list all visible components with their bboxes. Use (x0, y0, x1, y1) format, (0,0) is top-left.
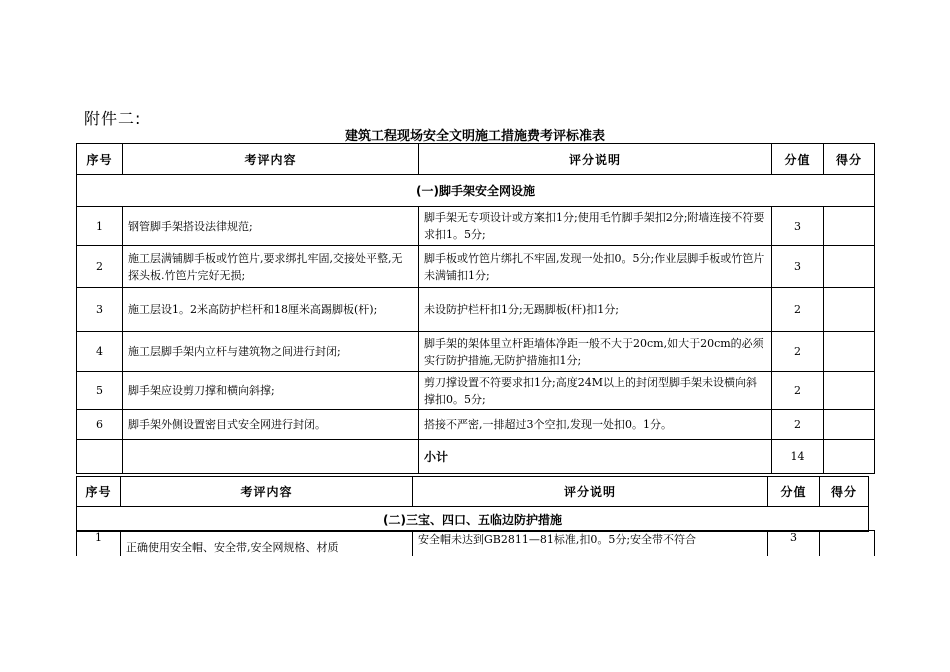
scoring-table-section-1 (76, 143, 875, 474)
subtotal-content (123, 440, 419, 474)
row-description: 剪刀撑设置不符要求扣1分;高度24M以上的封闭型脚手架未设横向斜撑扣0。5分; (419, 372, 772, 410)
header-no: 序号 (77, 477, 121, 507)
table-row (77, 207, 875, 246)
row-earned (820, 531, 875, 557)
table-row (77, 288, 875, 332)
row-no: 1 (77, 207, 123, 246)
attachment-label: 附件二: (84, 109, 142, 128)
row-content: 施工层满铺脚手板或竹笆片,要求绑扎牢固,交接处平整,无探头板.竹笆片完好无损; (123, 246, 419, 288)
row-score: 2 (772, 332, 824, 372)
row-earned (824, 332, 875, 372)
scoring-table-section-2-header (76, 476, 869, 532)
section-heading-row (77, 507, 869, 532)
header-earned: 得分 (820, 477, 869, 507)
header-earned: 得分 (824, 144, 875, 175)
row-score: 3 (772, 246, 824, 288)
row-description: 脚手架的架体里立杆距墙体净距一般不大于20cm,如大于20cm的必须实行防护措施,无防护措施扣1分; (419, 332, 772, 372)
header-no: 序号 (77, 144, 123, 175)
row-earned (824, 207, 875, 246)
row-no: 4 (77, 332, 123, 372)
row-content: 正确使用安全帽、安全带,安全网规格、材质 (121, 531, 413, 557)
row-no: 3 (77, 288, 123, 332)
row-score: 2 (772, 288, 824, 332)
header-score: 分值 (768, 477, 820, 507)
row-content: 脚手架外侧设置密目式安全网进行封闭。 (123, 410, 419, 440)
header-description: 评分说明 (413, 477, 768, 507)
table-row (77, 531, 875, 557)
subtotal-earned (824, 440, 875, 474)
row-description: 未设防护栏杆扣1分;无踢脚板(杆)扣1分; (419, 288, 772, 332)
row-earned (824, 372, 875, 410)
row-content: 脚手架应设剪刀撑和横向斜撑; (123, 372, 419, 410)
subtotal-label: 小计 (419, 440, 772, 474)
subtotal-no (77, 440, 123, 474)
table-header-row (77, 477, 869, 507)
header-description: 评分说明 (419, 144, 772, 175)
table-row (77, 246, 875, 288)
subtotal-row (77, 440, 875, 474)
header-content: 考评内容 (121, 477, 413, 507)
section-heading-row (77, 175, 875, 207)
subtotal-value: 14 (772, 440, 824, 474)
header-score: 分值 (772, 144, 824, 175)
row-description: 安全帽未达到GB2811—81标准,扣0。5分;安全带不符合 (413, 531, 768, 557)
table-header-row (77, 144, 875, 175)
table-row (77, 372, 875, 410)
row-earned (824, 288, 875, 332)
row-content: 施工层脚手架内立杆与建筑物之间进行封闭; (123, 332, 419, 372)
row-description: 搭接不严密,一排超过3个空扣,发现一处扣0。1分。 (419, 410, 772, 440)
row-no: 5 (77, 372, 123, 410)
header-content: 考评内容 (123, 144, 419, 175)
table-cutoff-area (76, 530, 876, 556)
section-title: (一)脚手架安全网设施 (77, 175, 875, 207)
row-earned (824, 410, 875, 440)
row-content: 钢管脚手架搭设法律规范; (123, 207, 419, 246)
row-description: 脚手板或竹笆片绑扎不牢固,发现一处扣0。5分;作业层脚手板或竹笆片未满铺扣1分; (419, 246, 772, 288)
row-no: 1 (77, 531, 121, 557)
row-earned (824, 246, 875, 288)
row-no: 6 (77, 410, 123, 440)
scoring-table-section-2-rows (76, 530, 875, 556)
row-content: 施工层设1。2米高防护栏杆和18厘米高踢脚板(杆); (123, 288, 419, 332)
table-row (77, 332, 875, 372)
document-title: 建筑工程现场安全文明施工措施费考评标准表 (344, 129, 605, 144)
row-score: 2 (772, 372, 824, 410)
table-row (77, 410, 875, 440)
row-score: 2 (772, 410, 824, 440)
row-score: 3 (768, 531, 820, 557)
row-no: 2 (77, 246, 123, 288)
section-title: (二)三宝、四口、五临边防护措施 (77, 507, 869, 532)
row-description: 脚手架无专项设计或方案扣1分;使用毛竹脚手架扣2分;附墙连接不符要求扣1。5分; (419, 207, 772, 246)
row-score: 3 (772, 207, 824, 246)
